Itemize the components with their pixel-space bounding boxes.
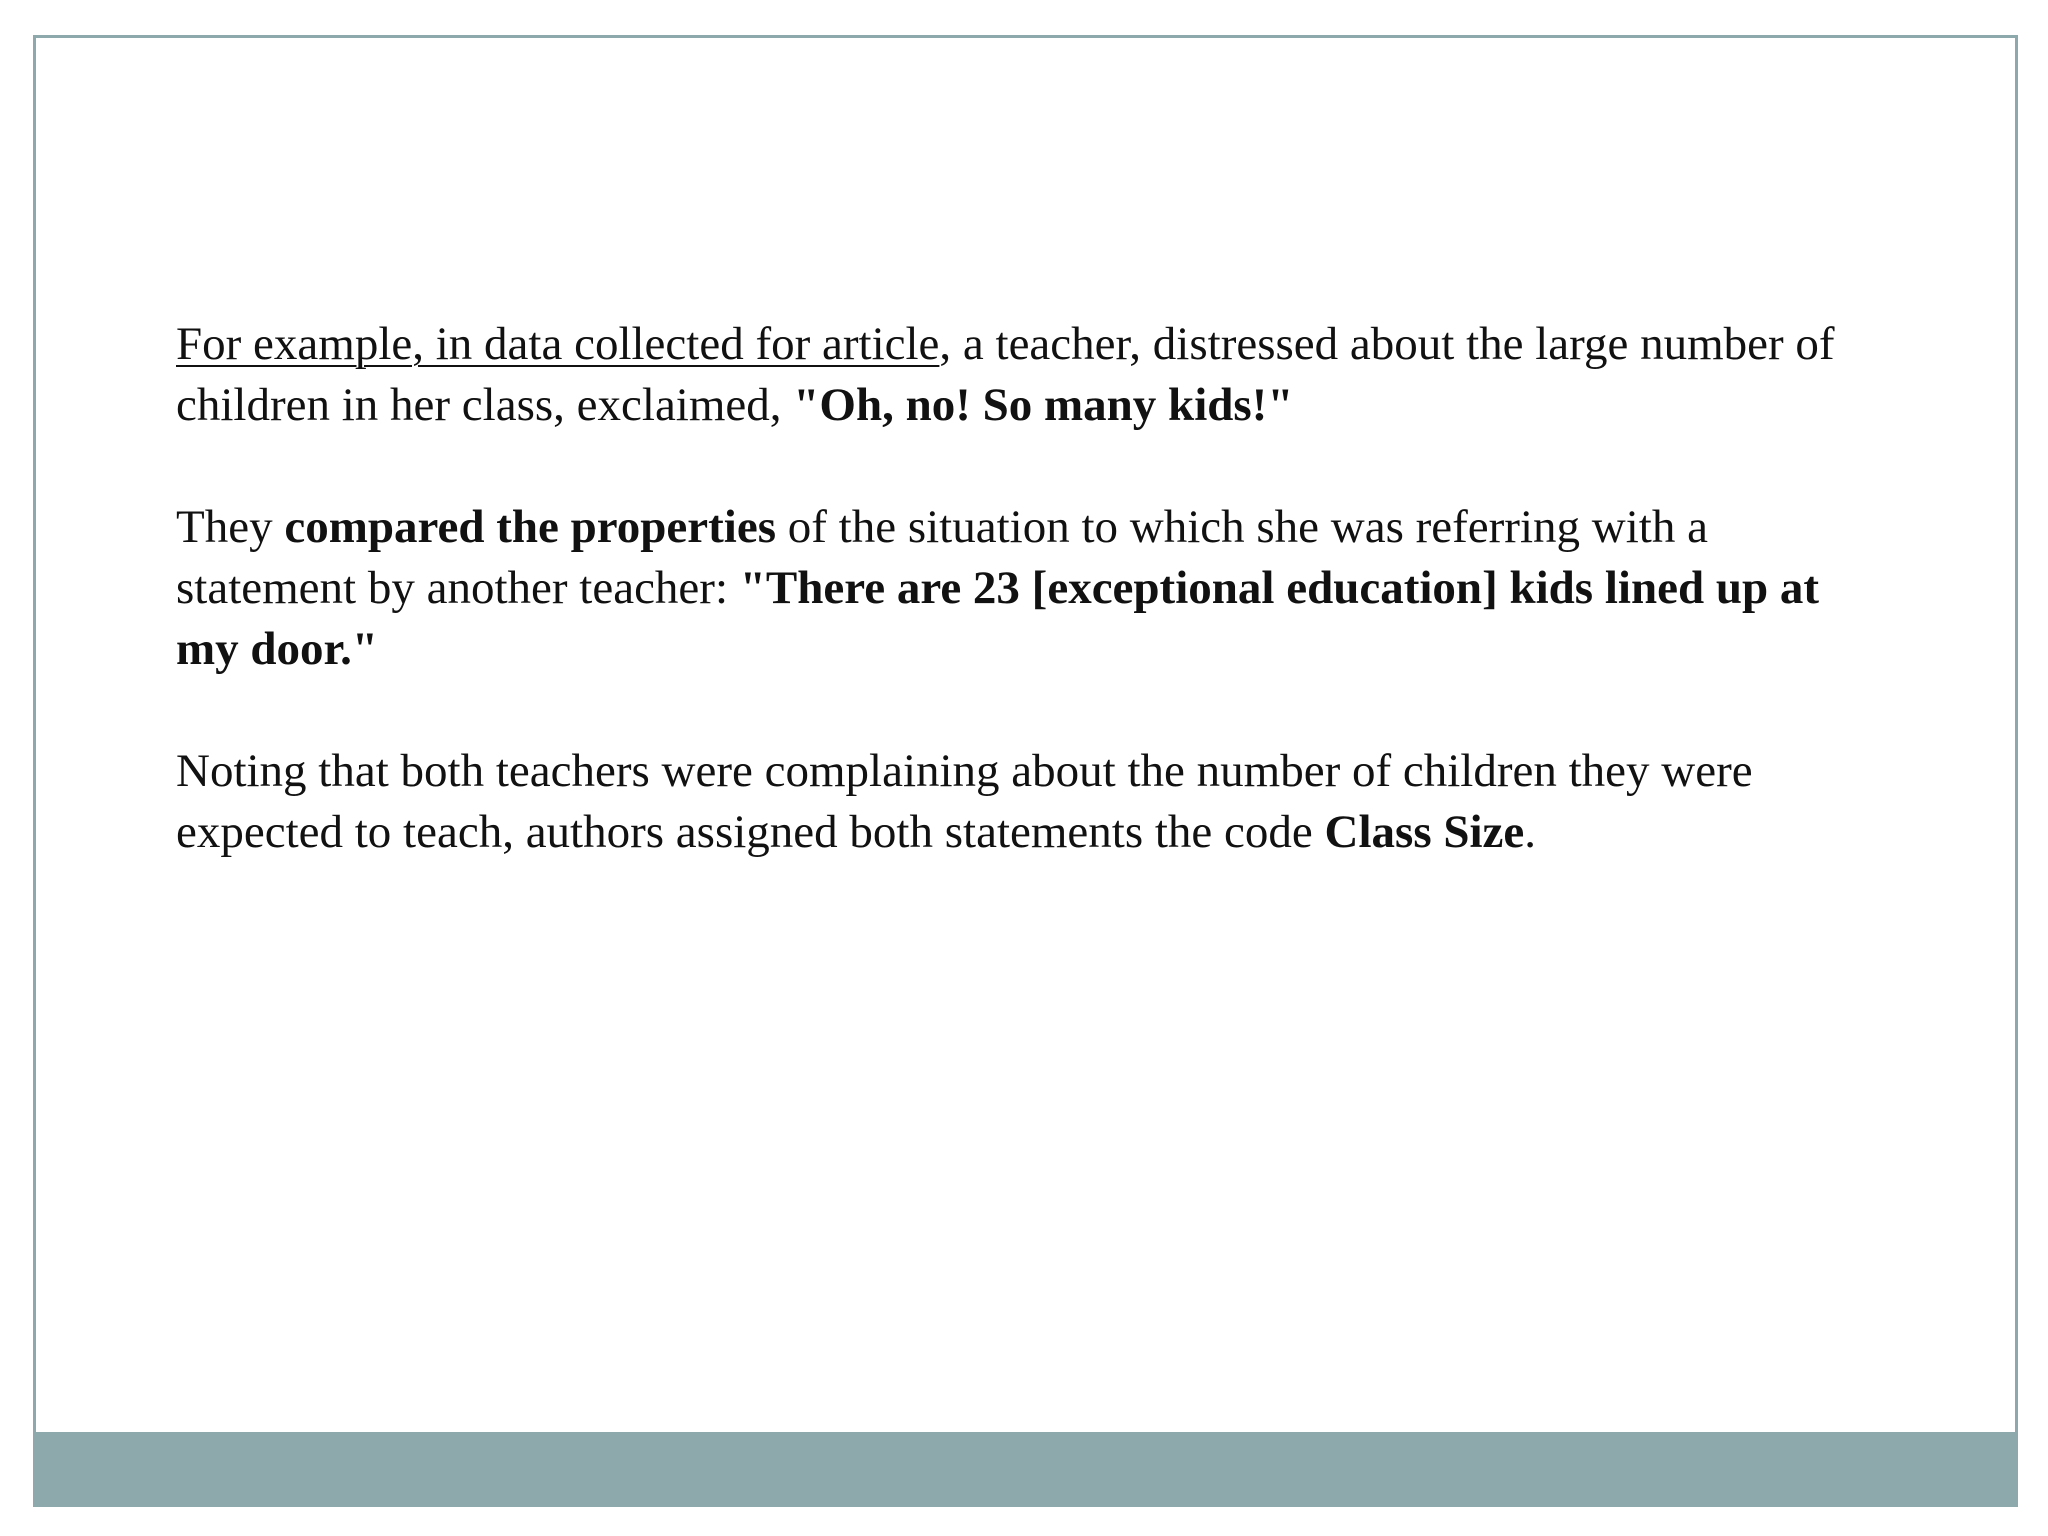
paragraph-text: of the situation to which she was referring with a statement by another teacher: [176, 501, 1708, 614]
footer-band [36, 1432, 2015, 1504]
bold-code-name: Class Size [1324, 806, 1525, 858]
paragraph-text: , a teacher, distressed about the large number of children in her class, exclaimed, [176, 318, 1835, 431]
slide [33, 35, 2018, 1507]
slide-body [176, 314, 1876, 863]
bold-quote: "Oh, no! So many kids!" [793, 379, 1294, 431]
paragraph-trail: . [1524, 806, 1537, 858]
paragraph-coding [176, 741, 1876, 863]
bold-quote: "There are 23 [exceptional education] kids lined up at my door." [176, 562, 1820, 675]
bold-phrase: compared the properties [284, 501, 777, 553]
paragraph-example [176, 314, 1876, 436]
paragraph-text: Noting that both teachers were complaining about the number of children they were expected to teach, authors assigned both statements the code [176, 745, 1753, 858]
paragraph-lead: They [176, 501, 285, 553]
paragraph-comparison [176, 497, 1876, 680]
underlined-phrase: For example, in data collected for article [176, 318, 940, 370]
